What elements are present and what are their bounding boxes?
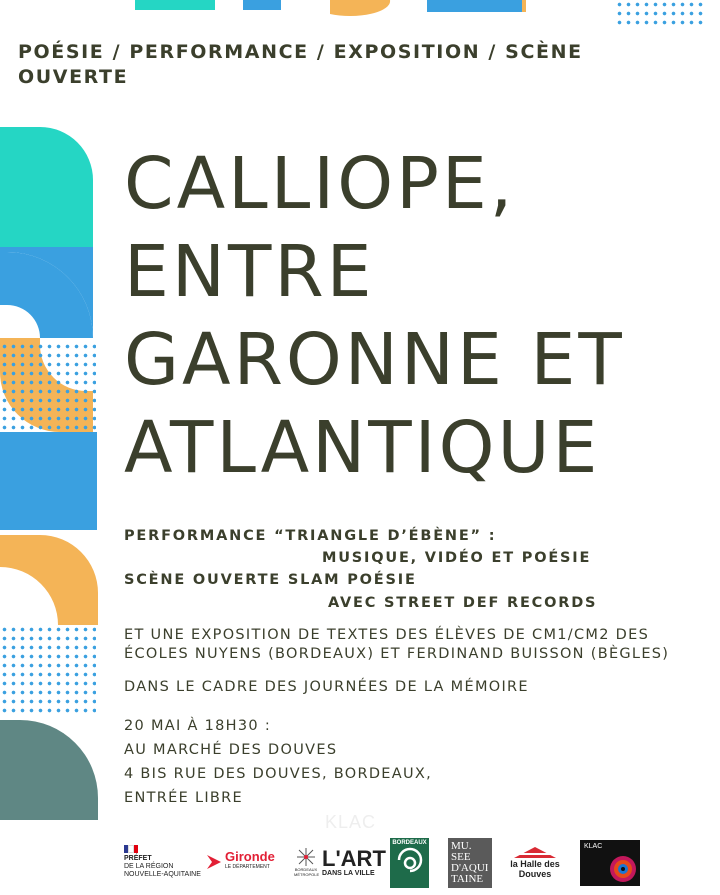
- metropole-label: BORDEAUX MÉTROPOLE: [294, 867, 320, 877]
- marianne-icon: [124, 845, 138, 853]
- klac-watermark: KLAC: [325, 812, 377, 832]
- program-open-stage-detail: AVEC STREET DEF RECORDS: [328, 595, 598, 611]
- prefet-line-1: PRÉFET: [124, 855, 152, 862]
- program-open-stage: SCÈNE OUVERTE SLAM POÉSIE: [124, 572, 417, 588]
- dot-pattern-left-lower: [0, 625, 96, 717]
- klac-label: KLAC: [584, 843, 603, 850]
- event-entry: ENTRÉE LIBRE: [124, 790, 244, 806]
- bordeaux-crescent-icon: [396, 846, 424, 874]
- logo-prefet: [124, 836, 201, 888]
- musee-line-1: MU.: [451, 840, 472, 852]
- musee-line-2: SEE: [451, 851, 471, 863]
- art-sub: DANS LA VILLE: [322, 869, 375, 877]
- prefet-line-3: NOUVELLE-AQUITAINE: [124, 871, 201, 878]
- gironde-arrow-icon: [205, 853, 223, 871]
- bordeaux-label: BORDEAUX: [392, 840, 427, 846]
- partner-logos: [0, 836, 720, 891]
- title-line-3: GARONNE ET: [124, 318, 625, 401]
- dot-pattern-left-upper: [0, 342, 96, 432]
- title-line-1: CALLIOPE,: [124, 142, 516, 225]
- title-line-4: ATLANTIQUE: [124, 406, 601, 489]
- logo-bordeaux: [390, 838, 429, 888]
- event-address: 4 BIS RUE DES DOUVES, BORDEAUX,: [124, 766, 433, 782]
- dot-pattern-top-right: [615, 0, 705, 26]
- logo-art-dans-la-ville: [322, 836, 386, 888]
- halle-roof-icon: [512, 845, 558, 859]
- program-performance: PERFORMANCE “TRIANGLE D’ÉBÈNE” :: [124, 528, 497, 544]
- logo-halle-des-douves: [510, 836, 560, 888]
- event-place: AU MARCHÉ DES DOUVES: [124, 742, 338, 758]
- logo-gironde: [205, 836, 275, 888]
- musee-line-3: D'AQUI: [451, 862, 489, 874]
- gironde-sub: LE DÉPARTEMENT: [225, 864, 270, 870]
- klac-swirl-icon: [608, 854, 638, 884]
- gironde-label: Gironde: [225, 849, 275, 864]
- logo-klac: [580, 840, 640, 886]
- event-date: 20 MAI À 18H30 :: [124, 718, 272, 734]
- halle-label: la Halle des Douves: [510, 859, 560, 879]
- prefet-line-2: DE LA RÉGION: [124, 863, 174, 870]
- art-label: L'ART: [322, 845, 386, 871]
- logo-bordeaux-metropole: [294, 836, 318, 888]
- title-line-2: ENTRE: [124, 230, 375, 313]
- musee-line-4: TAINE: [451, 873, 484, 885]
- logo-musee-aquitaine: [448, 838, 492, 888]
- category-kicker: POÉSIE / PERFORMANCE / EXPOSITION / SCÈNE OUVERTE: [18, 41, 583, 88]
- context-text: DANS LE CADRE DES JOURNÉES DE LA MÉMOIRE: [124, 679, 529, 695]
- exposition-text: ET UNE EXPOSITION DE TEXTES DES ÉLÈVES DE CM1/CM2 DES ÉCOLES NUYENS (BORDEAUX) ET FERDINAND BUISSON (BÈGLES): [124, 627, 670, 662]
- metropole-star-icon: [296, 847, 316, 867]
- program-performance-detail: MUSIQUE, VIDÉO ET POÉSIE: [322, 550, 592, 566]
- event-title: [124, 140, 714, 492]
- event-info: [124, 714, 432, 810]
